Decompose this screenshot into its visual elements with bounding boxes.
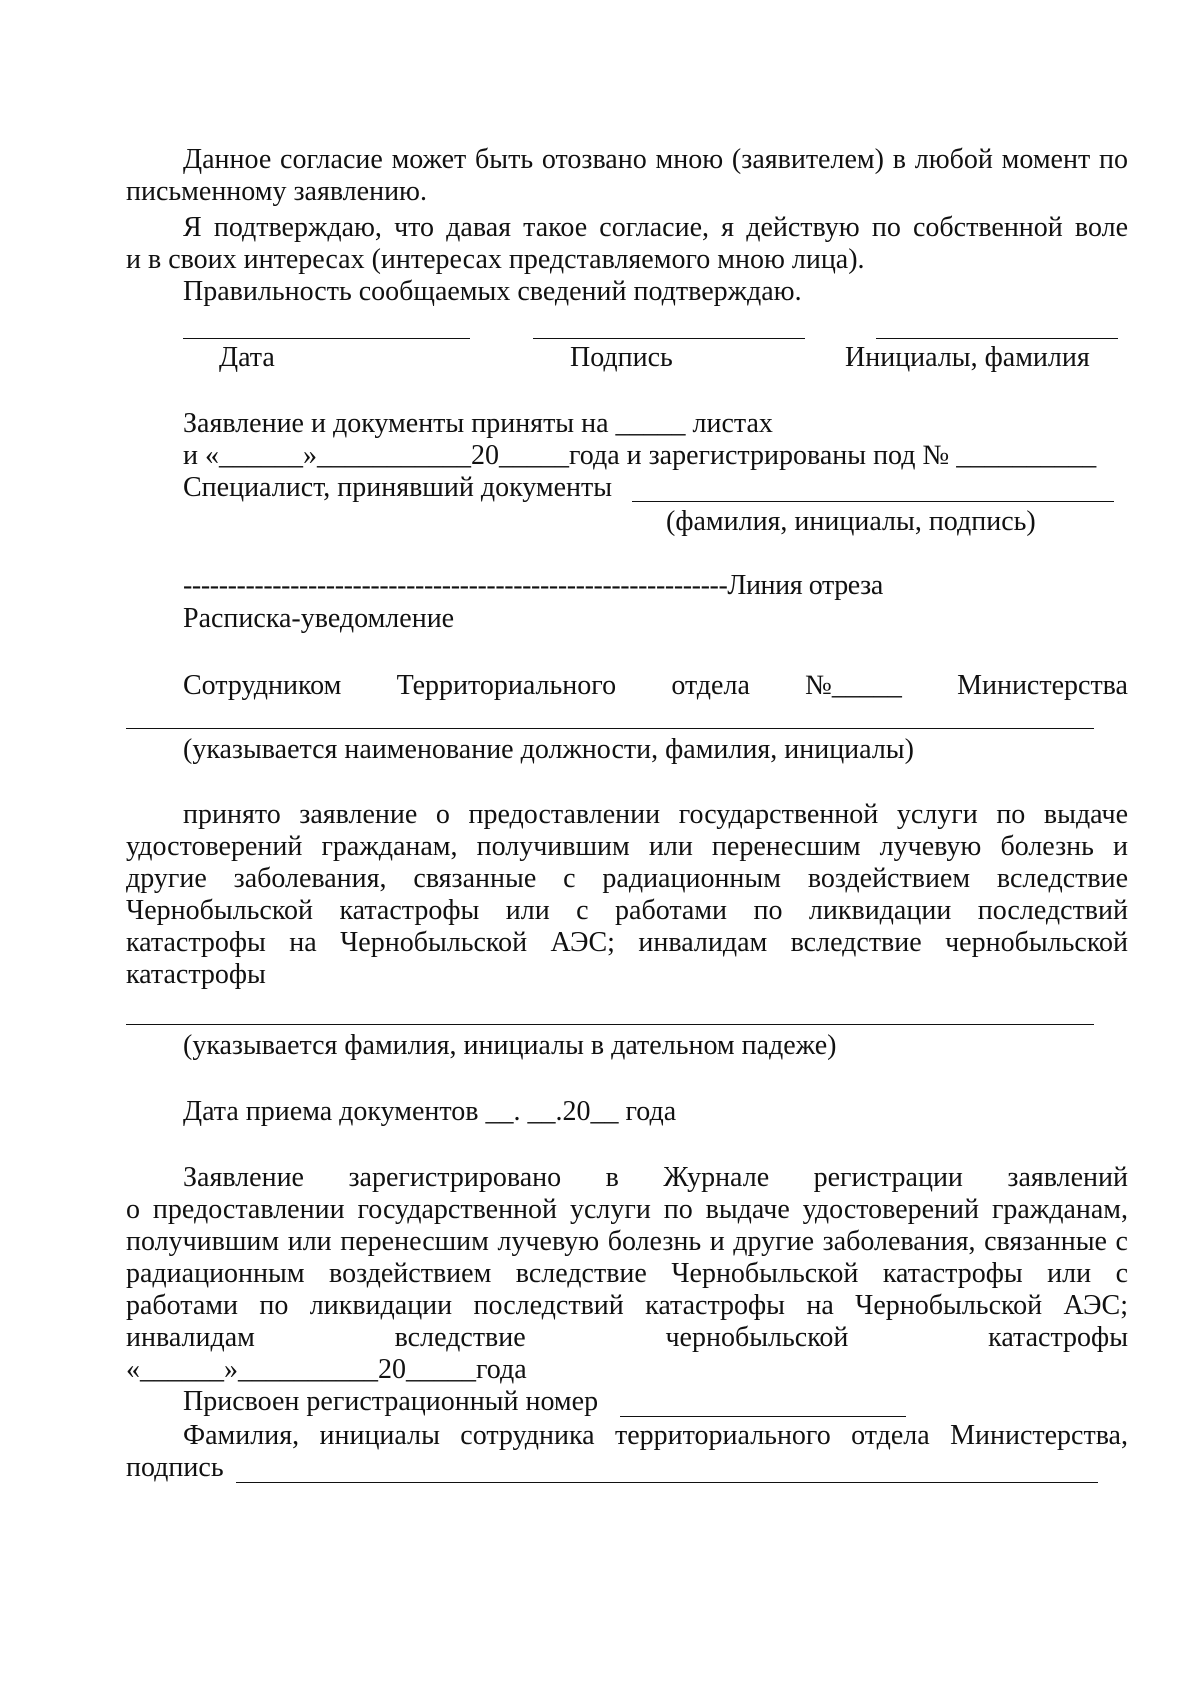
employee-word-2: Территориального: [396, 670, 617, 701]
consent-p2-line1: Я подтверждаю, что давая такое согласие, я действую по собственной воле: [183, 212, 1128, 243]
employee-word-5: Министерства: [957, 670, 1128, 701]
employee-sign-line2: подпись: [126, 1452, 224, 1483]
consent-p3: Правильность сообщаемых сведений подтверждаю.: [183, 276, 802, 307]
signature-line: [533, 338, 805, 339]
date-label: Дата: [219, 342, 275, 373]
signature-label: Подпись: [570, 342, 673, 373]
accepted-line-2: удостоверений гражданам, получившим или перенесшим лучевую болезнь и: [126, 831, 1128, 862]
consent-p1-line2: письменному заявлению.: [126, 176, 427, 207]
reg-number-line: [620, 1416, 906, 1417]
name-caption: (указывается фамилия, инициалы в дательном падеже): [183, 1030, 837, 1061]
date-line: [183, 338, 470, 339]
name-line: [126, 1024, 1094, 1025]
registered-line-6: инвалидам вследствие чернобыльской катастрофы: [126, 1322, 1128, 1353]
accepted-line-3: другие заболевания, связанные с радиационным воздействием вследствие: [126, 863, 1128, 894]
receipt-title: Расписка-уведомление: [183, 603, 455, 634]
date-received: Дата приема документов __. __.20__ года: [183, 1096, 677, 1127]
accepted-line-5: катастрофы на Чернобыльской АЭС; инвалидам вследствие чернобыльской: [126, 927, 1128, 958]
consent-p2-line2: и в своих интересах (интересах представляемого мною лица).: [126, 244, 865, 275]
registered-line-3: получившим или перенесшим лучевую болезнь и другие заболевания, связанные с: [126, 1226, 1128, 1257]
acceptance-line1: Заявление и документы приняты на _____ листах: [183, 408, 773, 439]
employee-caption: (указывается наименование должности, фамилия, инициалы): [183, 734, 914, 765]
employee-sign-line1: Фамилия, инициалы сотрудника территориального отдела Министерства,: [183, 1420, 1128, 1451]
employee-row: [183, 670, 1128, 702]
acceptance-line2: и «______»___________20_____года и зарегистрированы под № __________: [183, 440, 1097, 471]
registered-date: «______»__________20_____года: [126, 1354, 527, 1385]
reg-number-label: Присвоен регистрационный номер: [183, 1386, 599, 1417]
employee-sign-line: [236, 1482, 1098, 1483]
accepted-line-1: принято заявление о предоставлении государственной услуги по выдаче: [183, 799, 1128, 830]
accepted-line-4: Чернобыльской катастрофы или с работами по ликвидации последствий: [126, 895, 1128, 926]
registered-line-2: о предоставлении государственной услуги по выдаче удостоверений гражданам,: [126, 1194, 1128, 1225]
specialist-line: [632, 501, 1114, 502]
specialist-caption: (фамилия, инициалы, подпись): [666, 506, 1036, 537]
employee-word-4: №_____: [805, 670, 902, 701]
initials-line: [876, 338, 1118, 339]
employee-line: [126, 728, 1094, 729]
cut-line: -------------------------------------------------------------Линия отреза: [183, 570, 883, 601]
initials-label: Инициалы, фамилия: [845, 342, 1090, 373]
registered-line-5: работами по ликвидации последствий катастрофы на Чернобыльской АЭС;: [126, 1290, 1128, 1321]
acceptance-line3: Специалист, принявший документы: [183, 472, 613, 503]
employee-word-3: отдела: [671, 670, 750, 701]
registered-line-4: радиационным воздействием вследствие Чернобыльской катастрофы или с: [126, 1258, 1128, 1289]
employee-word-1: Сотрудником: [183, 670, 342, 701]
registered-line-1: Заявление зарегистрировано в Журнале регистрации заявлений: [183, 1162, 1128, 1193]
accepted-last: катастрофы: [126, 959, 266, 990]
consent-p1-line1: Данное согласие может быть отозвано мною (заявителем) в любой момент по: [183, 144, 1128, 175]
